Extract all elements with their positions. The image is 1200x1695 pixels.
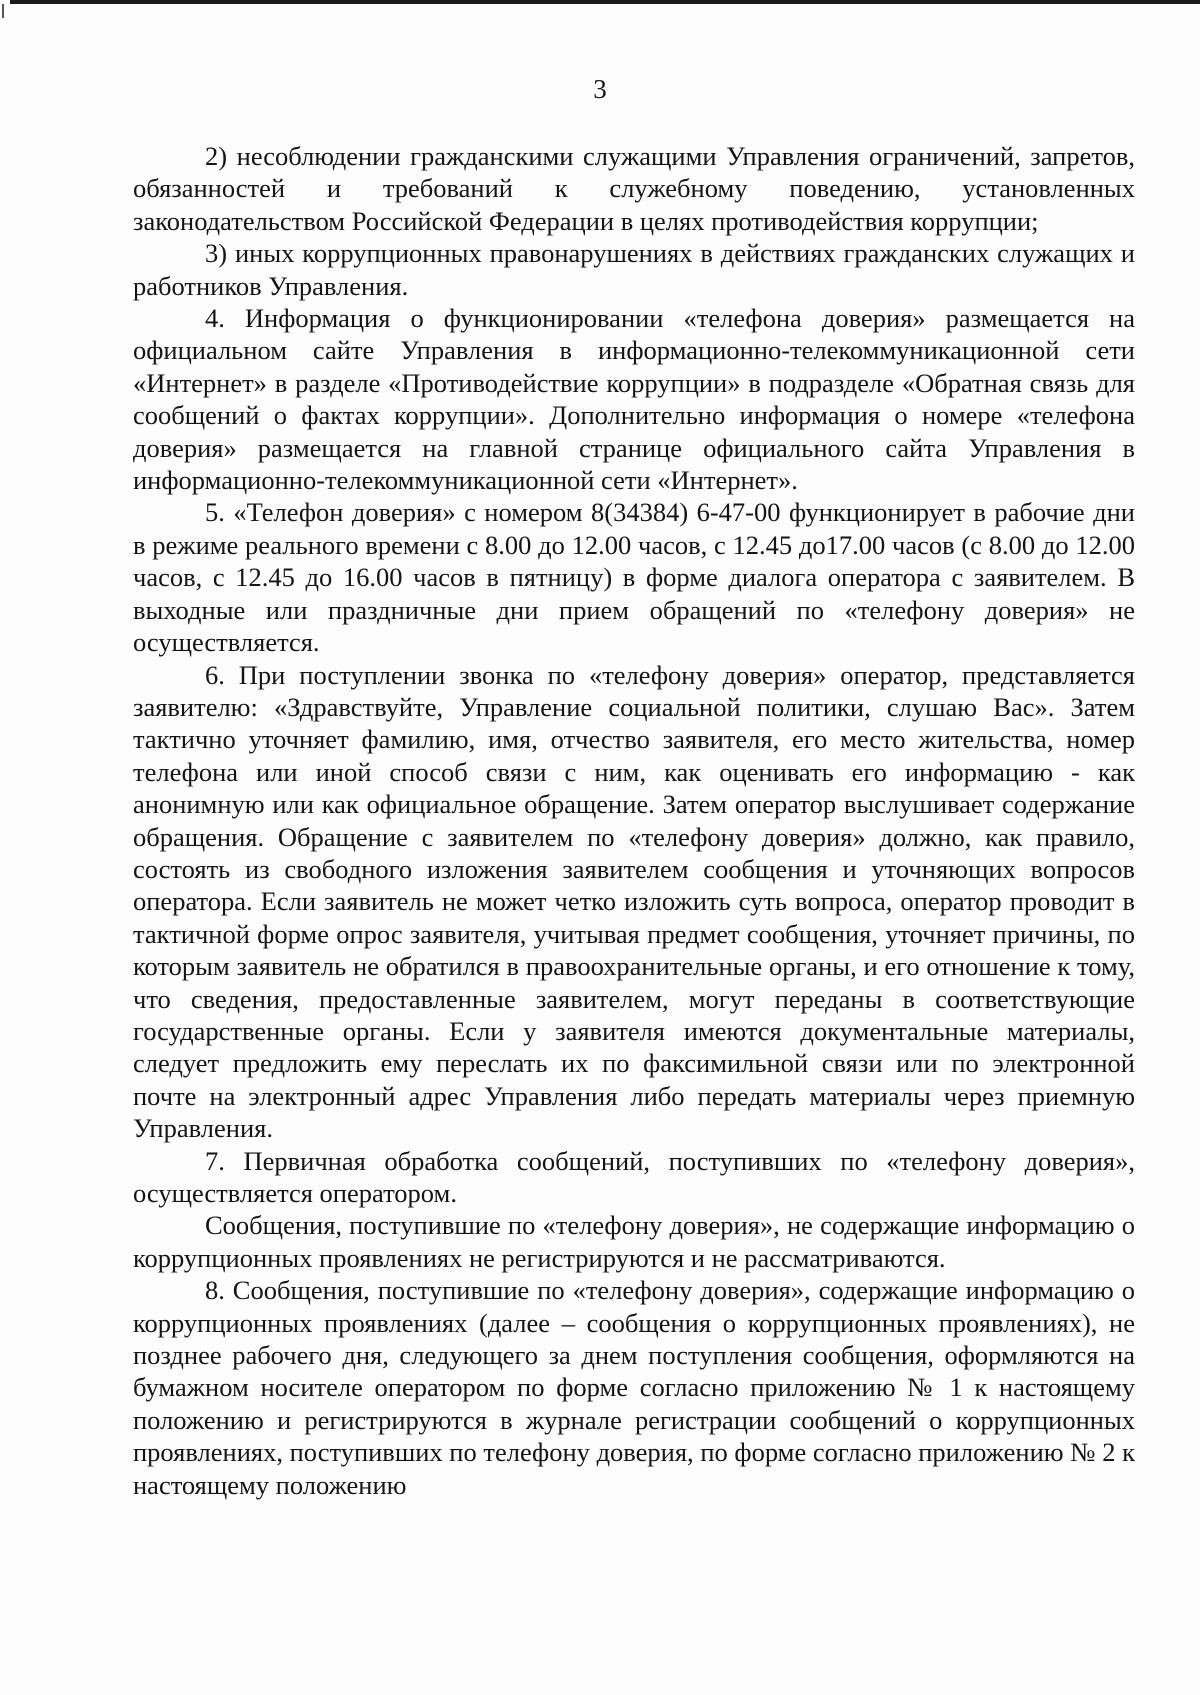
paragraph-item-2: 2) несоблюдении гражданскими служащими Управления ограничений, запретов, обязанностей и требований к служебному поведению, установленных законодательством Российской Федерации в целях противодействия коррупции;: [133, 141, 1135, 236]
paragraph-clause-5: 5. «Телефон доверия» с номером 8(34384) 6-47-00 функционирует в рабочие дни в режиме реального времени с 8.00 до 12.00 часов, с 12.45 до17.00 часов (с 8.00 до 12.00 часов, с 12.45 до 16.00 часов в пятницу) в форме диалога оператора с заявителем. В выходные или праздничные дни прием обращений по «телефону доверия» не осуществляется.: [133, 497, 1135, 658]
paragraph-clause-7-continued: Сообщения, поступившие по «телефону доверия», не содержащие информацию о коррупционных проявлениях не регистрируются и не рассматриваются.: [133, 1210, 1135, 1273]
scan-top-edge: [10, 0, 1200, 4]
paragraph-clause-6: 6. При поступлении звонка по «телефону доверия» оператор, представляется заявителю: «Здравствуйте, Управление социальной политики, слушаю Вас». Затем тактично уточняет фамилию, имя, отчество заявителя, его место жительства, номер телефона или иной способ связи с ним, как оценивать его информацию - как анонимную или как официальное обращение. Затем оператор выслушивает содержание обращения. Обращение с заявителем по «телефону доверия» должно, как правило, состоять из свободного изложения заявителем сообщения и уточняющих вопросов оператора. Если заявитель не может четко изложить суть вопроса, оператор проводит в тактичной форме опрос заявителя, учитывая предмет сообщения, уточняет причины, по которым заявитель не обратился в правоохранительные органы, и его отношение к тому, что сведения, предоставленные заявителем, могут переданы в соответствующие государственные органы. Если у заявителя имеются документальные материалы, следует предложить ему переслать их по факсимильной связи или по электронной почте на электронный адрес Управления либо передать материалы через приемную Управления.: [133, 659, 1135, 1144]
paragraph-clause-4: 4. Информация о функционировании «телефона доверия» размещается на официальном сайте Управления в информационно-телекоммуникационной сети «Интернет» в разделе «Противодействие коррупции» в подразделе «Обратная связь для сообщений о фактах коррупции». Дополнительно информация о номере «телефона доверия» размещается на главной странице официального сайта Управления в информационно-телекоммуникационной сети «Интернет».: [133, 303, 1135, 496]
scan-left-mark: [2, 4, 4, 18]
paragraph-item-3: 3) иных коррупционных правонарушениях в действиях гражданских служащих и работников Управления.: [133, 238, 1135, 301]
document-body: [133, 140, 1135, 1501]
paragraph-clause-8: 8. Сообщения, поступившие по «телефону доверия», содержащие информацию о коррупционных проявлениях (далее – сообщения о коррупционных проявлениях), не позднее рабочего дня, следующего за днем поступления сообщения, оформляются на бумажном носителе оператором по форме согласно приложению № 1 к настоящему положению и регистрируются в журнале регистрации сообщений о коррупционных проявлениях, поступивших по телефону доверия, по форме согласно приложению № 2 к настоящему положению: [133, 1275, 1135, 1500]
page-number: 3: [593, 74, 607, 104]
paragraph-clause-7: 7. Первичная обработка сообщений, поступивших по «телефону доверия», осуществляется оператором.: [133, 1145, 1135, 1208]
